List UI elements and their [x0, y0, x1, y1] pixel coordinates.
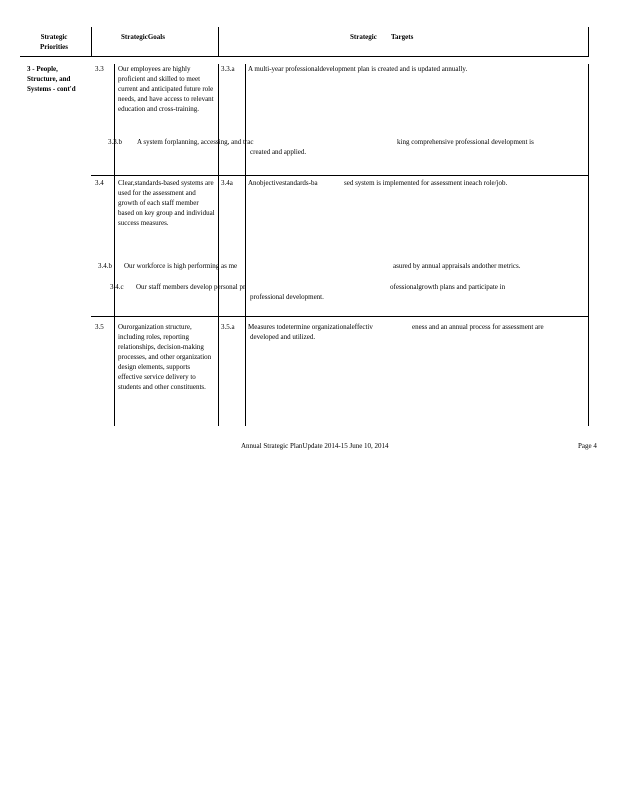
col-divider-1	[91, 27, 92, 57]
target-number: 3.3.a	[221, 65, 235, 73]
header-priorities: Strategic Priorities	[40, 33, 68, 51]
footer-center: Annual Strategic PlanUpdate 2014-15 June 10, 2014	[241, 442, 389, 450]
target-text: eness and an annual process for assessment are	[412, 323, 544, 331]
target-divider	[245, 64, 246, 426]
target-text: A system forplanning, accessing, and trac	[137, 138, 254, 146]
goal-number: 3.5	[95, 323, 104, 331]
header-goals: StrategicGoals	[121, 33, 165, 41]
target-number: 3.5.a	[221, 323, 235, 331]
target-text: Our workforce is high performing as me	[124, 262, 238, 270]
target-number: 3.3.b	[108, 138, 122, 146]
header-targets-b: Targets	[391, 33, 414, 41]
goal-divider-right	[218, 64, 219, 426]
target-number: 3.4.c	[110, 283, 124, 291]
target-text: Our staff members develop personal pr	[136, 283, 246, 291]
target-text: Measures todetermine organizationaleffectiv	[248, 323, 373, 331]
row-rule-1	[91, 175, 588, 176]
goal-number: 3.4	[95, 179, 104, 187]
target-text: asured by annual appraisals andother metrics.	[393, 262, 521, 270]
col-divider-2	[218, 27, 219, 57]
target-text: created and applied.	[250, 148, 307, 156]
header-targets-a: Strategic	[350, 33, 377, 41]
target-text: developed and utilized.	[250, 333, 316, 341]
page-number: Page 4	[578, 442, 597, 450]
target-text: sed system is implemented for assessment ineach role/job.	[344, 179, 508, 187]
target-text: king comprehensive professional development is	[397, 138, 534, 146]
target-text: Anobjectivestandards-ba	[248, 179, 318, 187]
goal-divider-left	[114, 64, 115, 426]
row-rule-2	[91, 316, 588, 317]
target-number: 3.4a	[221, 179, 233, 187]
goal-text: Ourorganization structure, including roles, reporting relationships, decision-making processes, and other organization design elements, supports effective service delivery to students and other constituents.	[118, 323, 212, 391]
goal-text: Clear,standards-based systems are used for the assessment and growth of each staff member based on key group and individual success measures.	[118, 179, 215, 227]
table-right-edge	[588, 64, 589, 426]
col-divider-right	[588, 27, 589, 57]
target-number: 3.4.b	[98, 262, 112, 270]
header-bottom-rule	[20, 56, 588, 57]
target-text: professional development.	[250, 293, 324, 301]
goal-text: Our employees are highly proficient and skilled to meet current and anticipated future role needs, and have access to relevant education and cross-training.	[118, 65, 214, 113]
priority-label: 3 - People, Structure, and Systems - cont'd	[27, 65, 76, 93]
goal-number: 3.3	[95, 65, 104, 73]
target-text: A multi-year professionaldevelopment plan is created and is updated annually.	[248, 65, 468, 73]
target-text: ofessionalgrowth plans and participate in	[390, 283, 506, 291]
